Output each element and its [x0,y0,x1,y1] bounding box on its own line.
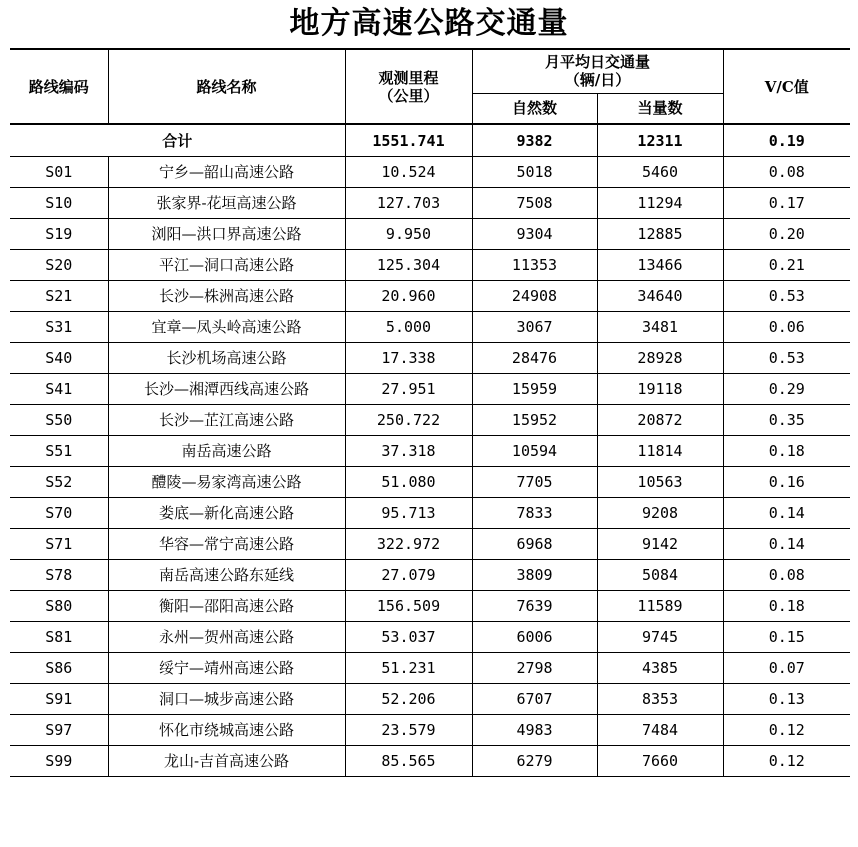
cell-code: S71 [10,529,108,560]
table-row [10,715,850,746]
header-vc: V/C值 [723,49,850,124]
total-equivalent: 12311 [597,124,723,157]
cell-equivalent: 11814 [597,436,723,467]
cell-equivalent: 9208 [597,498,723,529]
cell-name: 长沙—湘潭西线高速公路 [108,374,345,405]
cell-equivalent: 8353 [597,684,723,715]
cell-code: S51 [10,436,108,467]
cell-mileage: 23.579 [345,715,472,746]
cell-mileage: 322.972 [345,529,472,560]
cell-vc: 0.20 [723,219,850,250]
table-row [10,467,850,498]
cell-code: S19 [10,219,108,250]
cell-name: 长沙机场高速公路 [108,343,345,374]
table-row [10,746,850,777]
cell-name: 长沙—芷江高速公路 [108,405,345,436]
cell-code: S80 [10,591,108,622]
cell-code: S52 [10,467,108,498]
table-row [10,188,850,219]
cell-equivalent: 13466 [597,250,723,281]
cell-natural: 15952 [472,405,597,436]
cell-equivalent: 7660 [597,746,723,777]
cell-mileage: 95.713 [345,498,472,529]
cell-vc: 0.29 [723,374,850,405]
cell-mileage: 9.950 [345,219,472,250]
total-vc: 0.19 [723,124,850,157]
cell-mileage: 250.722 [345,405,472,436]
cell-mileage: 51.231 [345,653,472,684]
cell-name: 永州—贺州高速公路 [108,622,345,653]
cell-name: 宁乡—韶山高速公路 [108,157,345,188]
cell-mileage: 125.304 [345,250,472,281]
cell-equivalent: 11294 [597,188,723,219]
cell-natural: 6006 [472,622,597,653]
cell-name: 平江—洞口高速公路 [108,250,345,281]
cell-natural: 7639 [472,591,597,622]
cell-equivalent: 10563 [597,467,723,498]
cell-code: S10 [10,188,108,219]
cell-mileage: 85.565 [345,746,472,777]
cell-name: 浏阳—洪口界高速公路 [108,219,345,250]
cell-code: S40 [10,343,108,374]
cell-mileage: 20.960 [345,281,472,312]
cell-code: S99 [10,746,108,777]
page-title: 地方高速公路交通量 [289,6,569,41]
cell-natural: 11353 [472,250,597,281]
cell-mileage: 37.318 [345,436,472,467]
table-row [10,281,850,312]
cell-equivalent: 28928 [597,343,723,374]
cell-vc: 0.14 [723,529,850,560]
cell-natural: 6968 [472,529,597,560]
table-row [10,219,850,250]
cell-code: S20 [10,250,108,281]
cell-code: S86 [10,653,108,684]
table-row [10,436,850,467]
cell-vc: 0.18 [723,591,850,622]
cell-name: 洞口—城步高速公路 [108,684,345,715]
total-natural: 9382 [472,124,597,157]
table-header [10,49,850,124]
header-traffic-line2: （辆/日） [564,71,631,90]
cell-vc: 0.18 [723,436,850,467]
cell-mileage: 27.079 [345,560,472,591]
table-row [10,157,850,188]
cell-equivalent: 7484 [597,715,723,746]
cell-natural: 6279 [472,746,597,777]
cell-equivalent: 5084 [597,560,723,591]
cell-equivalent: 4385 [597,653,723,684]
cell-name: 龙山-吉首高速公路 [108,746,345,777]
header-name: 路线名称 [108,49,345,124]
cell-natural: 2798 [472,653,597,684]
cell-vc: 0.21 [723,250,850,281]
cell-natural: 4983 [472,715,597,746]
cell-vc: 0.53 [723,281,850,312]
cell-natural: 24908 [472,281,597,312]
cell-name: 醴陵—易家湾高速公路 [108,467,345,498]
total-label: 合计 [10,124,345,157]
cell-equivalent: 5460 [597,157,723,188]
cell-vc: 0.08 [723,157,850,188]
cell-vc: 0.07 [723,653,850,684]
cell-natural: 28476 [472,343,597,374]
cell-natural: 10594 [472,436,597,467]
cell-name: 娄底—新化高速公路 [108,498,345,529]
cell-name: 南岳高速公路 [108,436,345,467]
table-row [10,312,850,343]
header-code: 路线编码 [10,49,108,124]
cell-vc: 0.16 [723,467,850,498]
cell-name: 长沙—株洲高速公路 [108,281,345,312]
cell-vc: 0.53 [723,343,850,374]
cell-vc: 0.14 [723,498,850,529]
cell-mileage: 10.524 [345,157,472,188]
cell-natural: 7705 [472,467,597,498]
header-traffic [472,49,723,93]
cell-equivalent: 9745 [597,622,723,653]
cell-name: 南岳高速公路东延线 [108,560,345,591]
cell-name: 华容—常宁高速公路 [108,529,345,560]
cell-natural: 9304 [472,219,597,250]
cell-vc: 0.17 [723,188,850,219]
header-mileage-line1: 观测里程 [378,68,439,87]
cell-code: S97 [10,715,108,746]
cell-vc: 0.12 [723,715,850,746]
table-row [10,405,850,436]
cell-equivalent: 19118 [597,374,723,405]
cell-code: S81 [10,622,108,653]
cell-name: 宜章—凤头岭高速公路 [108,312,345,343]
cell-code: S91 [10,684,108,715]
total-row [10,124,850,157]
cell-equivalent: 34640 [597,281,723,312]
cell-code: S41 [10,374,108,405]
cell-natural: 7833 [472,498,597,529]
cell-mileage: 51.080 [345,467,472,498]
table-row [10,498,850,529]
cell-code: S50 [10,405,108,436]
table-row [10,343,850,374]
header-traffic-line1: 月平均日交通量 [545,53,651,72]
cell-natural: 5018 [472,157,597,188]
cell-mileage: 52.206 [345,684,472,715]
cell-code: S31 [10,312,108,343]
cell-natural: 7508 [472,188,597,219]
cell-mileage: 17.338 [345,343,472,374]
table-row [10,529,850,560]
table-row [10,560,850,591]
cell-equivalent: 11589 [597,591,723,622]
cell-equivalent: 20872 [597,405,723,436]
table-row [10,622,850,653]
cell-vc: 0.13 [723,684,850,715]
cell-name: 张家界-花垣高速公路 [108,188,345,219]
cell-name: 衡阳—邵阳高速公路 [108,591,345,622]
header-natural: 自然数 [472,93,597,124]
cell-vc: 0.35 [723,405,850,436]
cell-equivalent: 12885 [597,219,723,250]
cell-vc: 0.15 [723,622,850,653]
traffic-table [10,48,850,777]
cell-mileage: 27.951 [345,374,472,405]
table-row [10,684,850,715]
cell-name: 怀化市绕城高速公路 [108,715,345,746]
cell-natural: 3067 [472,312,597,343]
cell-mileage: 53.037 [345,622,472,653]
total-mileage: 1551.741 [345,124,472,157]
cell-natural: 15959 [472,374,597,405]
cell-vc: 0.06 [723,312,850,343]
cell-mileage: 5.000 [345,312,472,343]
cell-vc: 0.12 [723,746,850,777]
table-row [10,653,850,684]
cell-code: S78 [10,560,108,591]
cell-equivalent: 9142 [597,529,723,560]
cell-code: S21 [10,281,108,312]
header-equivalent: 当量数 [597,93,723,124]
cell-natural: 3809 [472,560,597,591]
cell-mileage: 156.509 [345,591,472,622]
cell-code: S01 [10,157,108,188]
header-mileage [345,49,472,124]
table-body [10,124,850,777]
table-row [10,591,850,622]
cell-vc: 0.08 [723,560,850,591]
table-row [10,374,850,405]
cell-name: 绥宁—靖州高速公路 [108,653,345,684]
header-mileage-line2: （公里） [378,86,439,105]
cell-equivalent: 3481 [597,312,723,343]
cell-code: S70 [10,498,108,529]
cell-natural: 6707 [472,684,597,715]
cell-mileage: 127.703 [345,188,472,219]
table-row [10,250,850,281]
